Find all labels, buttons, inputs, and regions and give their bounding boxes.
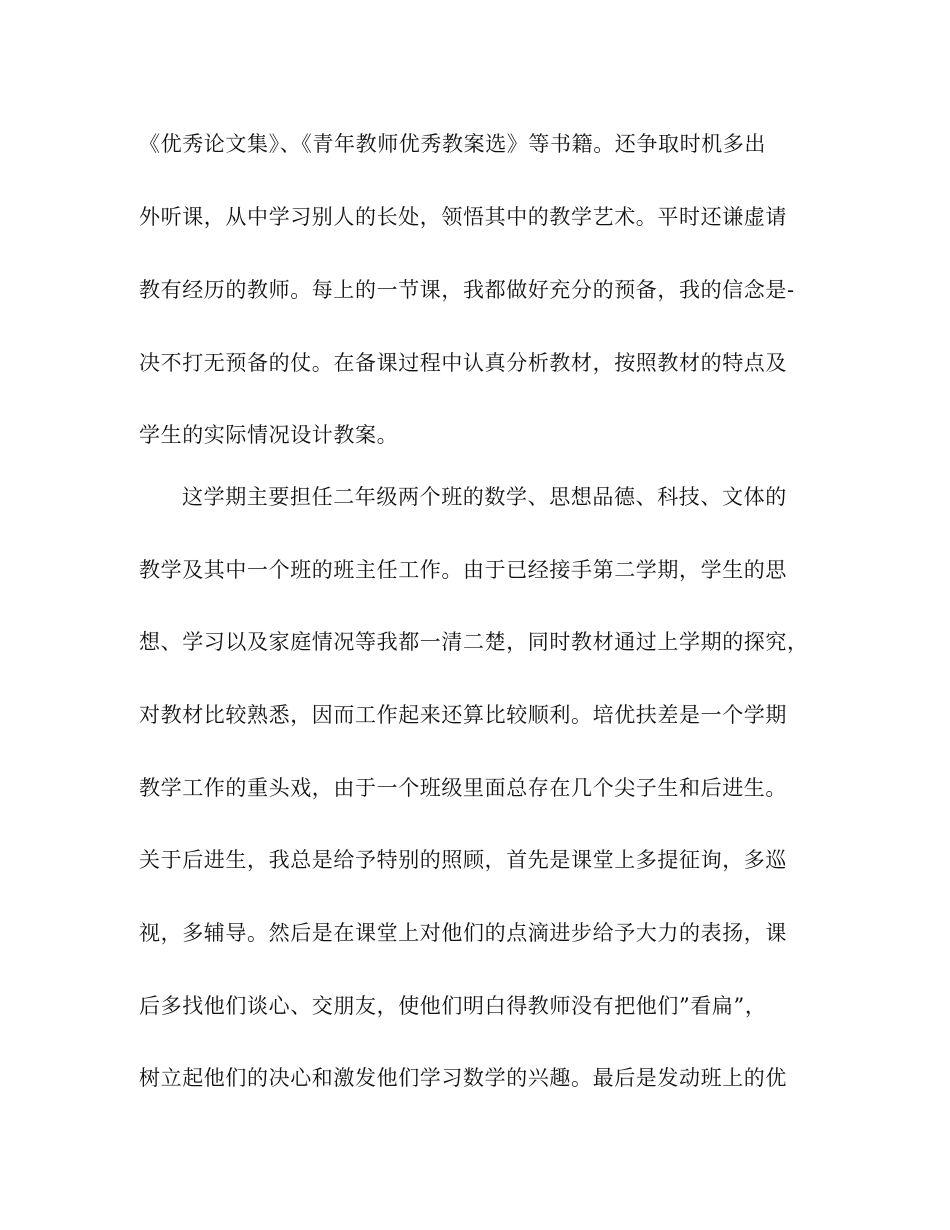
text-line: 教有经历的教师。每上的一节课，我都做好充分的预备，我的信念是- <box>139 278 795 302</box>
text-line: 教学工作的重头戏，由于一个班级里面总存在几个尖子生和后进生。 <box>139 776 787 800</box>
text-line: 后多找他们谈心、交朋友，使他们明白得教师没有把他们”看扁”， <box>139 994 767 1018</box>
text-line: 想、学习以及家庭情况等我都一清二楚，同时教材通过上学期的探究， <box>139 630 809 654</box>
text-line: 《优秀论文集》、《青年教师优秀教案选》等书籍。还争取时机多出 <box>139 132 766 156</box>
text-line: 对教材比较熟悉，因而工作起来还算比较顺利。培优扶差是一个学期 <box>139 703 787 727</box>
text-line: 外听课，从中学习别人的长处，领悟其中的教学艺术。平时还谦虚请 <box>139 205 787 229</box>
text-line: 视，多辅导。然后是在课堂上对他们的点滴进步给予大力的表扬，课 <box>139 921 787 945</box>
paragraph-first-line: 这学期主要担任二年级两个班的数学、思想品德、科技、文体的 <box>182 485 787 509</box>
text-line: 关于后进生，我总是给予特别的照顾，首先是课堂上多提征询，多巡 <box>139 848 787 872</box>
text-line: 学生的实际情况设计教案。 <box>139 423 399 447</box>
text-line: 教学及其中一个班的班主任工作。由于已经接手第二学期，学生的思 <box>139 558 787 582</box>
text-line: 决不打无预备的仗。在备课过程中认真分析教材，按照教材的特点及 <box>139 351 787 375</box>
text-line: 树立起他们的决心和激发他们学习数学的兴趣。最后是发动班上的优 <box>139 1066 787 1090</box>
